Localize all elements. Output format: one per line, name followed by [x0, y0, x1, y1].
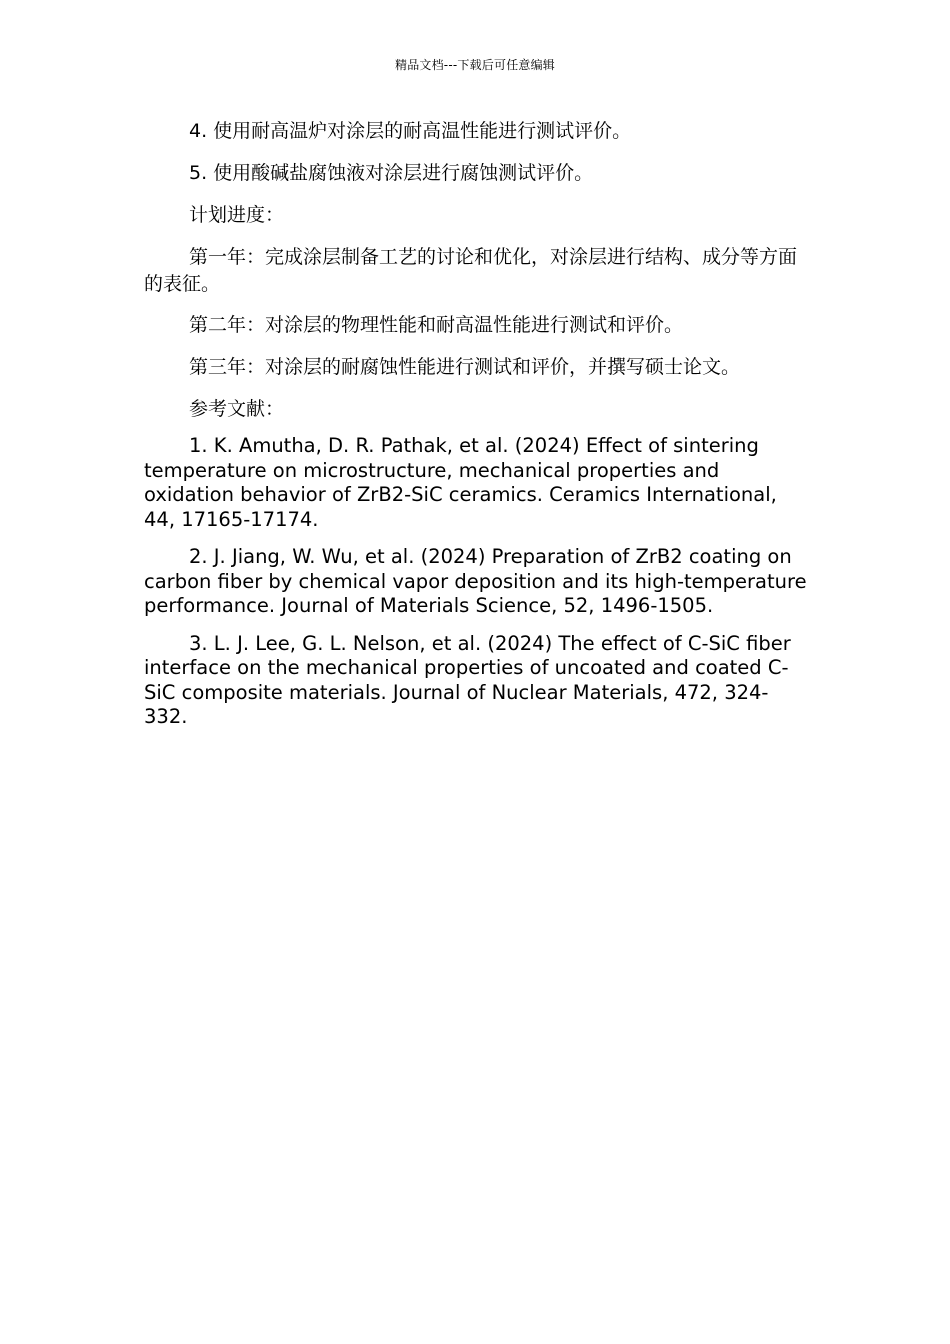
schedule-heading: 计划进度： — [189, 204, 285, 226]
paragraph-step-4: 4. 使用耐高温炉对涂层的耐高温性能进行测试评价。 — [189, 120, 632, 142]
schedule-year-1: 第一年：完成涂层制备工艺的讨论和优化，对涂层进行结构、成分等方面的表征。 — [144, 246, 798, 295]
schedule-year-2: 第二年：对涂层的物理性能和耐高温性能进行测试和评价。 — [189, 314, 684, 336]
reference-3: 3. L. J. Lee, G. L. Nelson, et al. (2024) The effect of C-SiC fiber interface on the mechanical properties of uncoated and coated C-SiC composite materials. Journal of Nuclear Materials, 472, 324-332. — [144, 631, 791, 728]
reference-2: 2. J. Jiang, W. Wu, et al. (2024) Preparation of ZrB2 coating on carbon fiber by chemical vapor deposition and its high-temperature performance. Journal of Materials Science, 52, 1496-1505. — [144, 545, 807, 617]
paragraph-step-5: 5. 使用酸碱盐腐蚀液对涂层进行腐蚀测试评价。 — [189, 162, 594, 184]
reference-1: 1. K. Amutha, D. R. Pathak, et al. (2024) Effect of sintering temperature on microstructure, mechanical properties and oxidation behavior of ZrB2-SiC ceramics. Ceramics International, 44, 17165-17174. — [144, 434, 777, 531]
references-heading: 参考文献： — [189, 398, 285, 420]
document-body — [144, 118, 808, 743]
page-header: 精品文档---下载后可任意编辑 — [395, 58, 555, 72]
schedule-year-3: 第三年：对涂层的耐腐蚀性能进行测试和评价，并撰写硕士论文。 — [189, 356, 741, 378]
